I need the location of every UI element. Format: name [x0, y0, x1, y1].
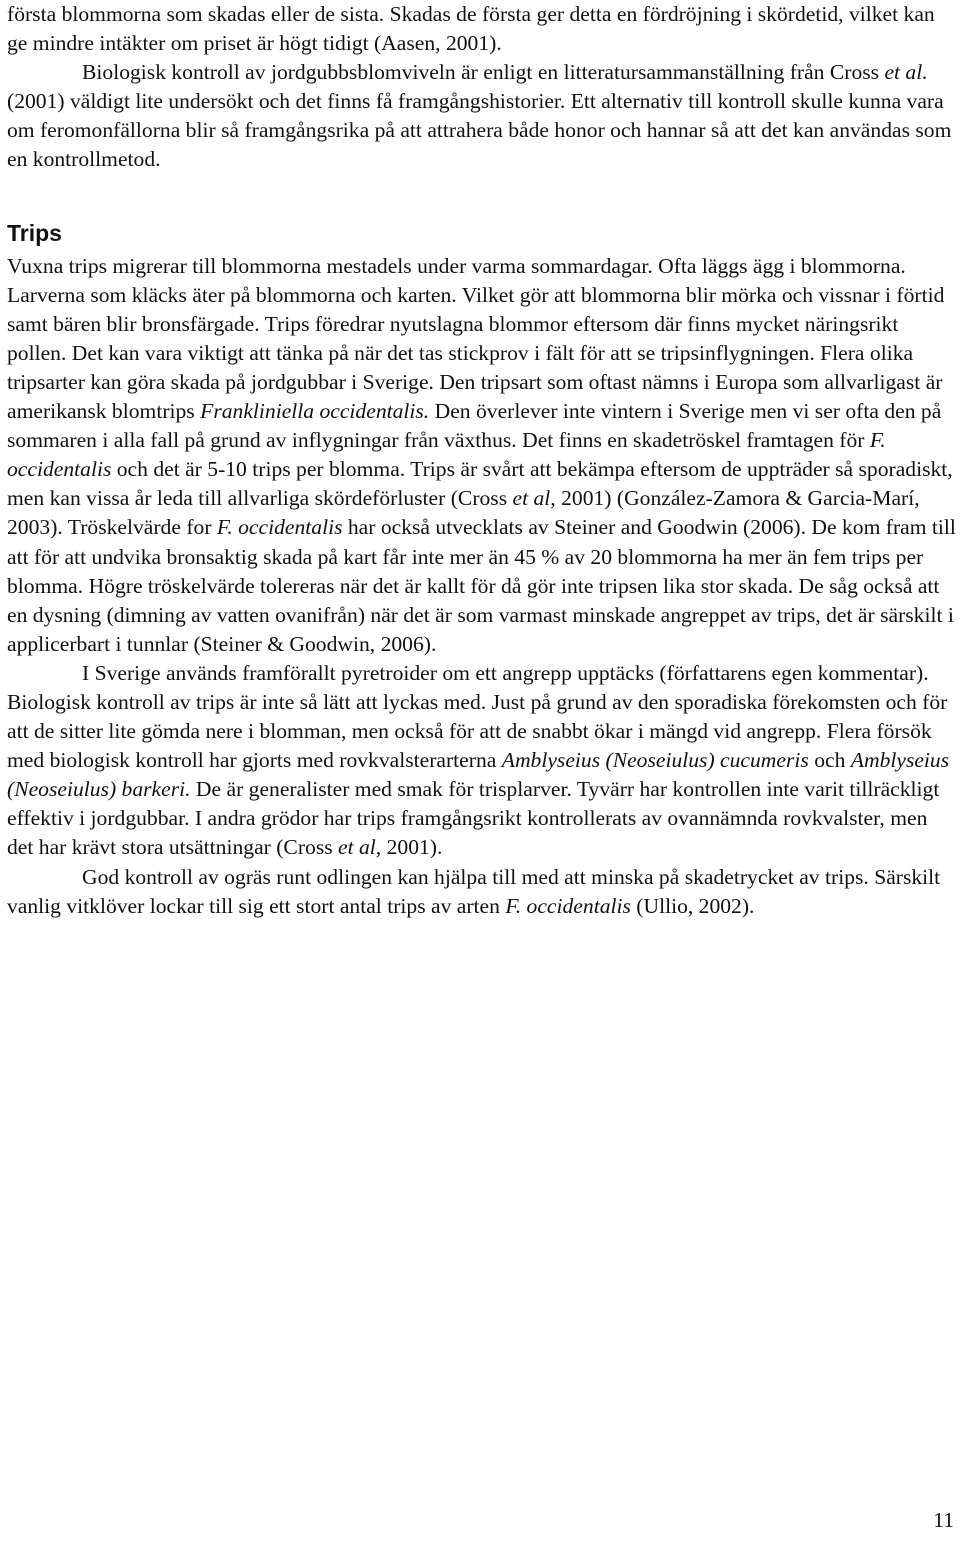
trips-paragraph-1 [7, 252, 957, 659]
section-heading-trips: Trips [7, 219, 62, 246]
italic-run: et al. [884, 60, 928, 85]
text-run: 2001) (González-Zamora & Garcia-Marí, 2003). Tröskelvärde for [7, 486, 920, 540]
italic-run: F. occidentalis [216, 515, 343, 540]
document-page [7, 0, 957, 921]
italic-run: et al, [338, 835, 382, 860]
text-run: och [808, 748, 851, 773]
italic-run: Frankliniella occidentalis. [200, 399, 430, 424]
text-run: God kontroll av ogräs runt odlingen kan hjälpa till med att minska på skadetrycket av trips. Särskilt vanlig vitklöver lockar till sig ett stort antal trips av arten [7, 864, 941, 918]
intro-paragraph-2 [7, 58, 957, 174]
text-run: 2001). [381, 835, 443, 860]
text-run: (2001) väldigt lite undersökt och det finns få framgångshistorier. Ett alternativ till kontroll skulle kunna vara om feromonfällorna blir så framgångsrika på att attrahera både honor och hannar så att det kan användas som en kontrollmetod. [7, 89, 952, 172]
text-run: och det är 5-10 trips per blomma. Trips är svårt att bekämpa eftersom de uppträder så sporadiskt, men kan vissa år leda till allvarliga skördeförluster (Cross [7, 457, 953, 511]
trips-paragraph-3 [7, 863, 957, 921]
italic-run: F. occidentalis [7, 428, 886, 482]
text-run: har också utvecklats av Steiner and Goodwin (2006). De kom fram till att för att undvika bronsaktig skada på kart får inte mer än 45 % av 20 blommorna ha mer än fem trips per blomma. Högre tröskelvärde tolereras när det är kallt för då gör inte tripsen lika stor skada. De såg också att en dysning (dimning av vatten ovanifrån) när det är som varmast minskade angreppet av trips, det är särskilt i applicerbart i tunnlar (Steiner & Goodwin, 2006). [7, 515, 956, 656]
text-run: De är generalister med smak för trisplarver. Tyvärr har kontrollen inte varit tillräckligt effektiv i jordgubbar. I andra grödor har trips framgångsrikt kontrollerats av ovannämnda rovkvalster, men det har krävt stora utsättningar (Cross [7, 777, 940, 860]
italic-run: F. occidentalis [505, 893, 631, 918]
text-run: Vuxna trips migrerar till blommorna mestadels under varma sommardagar. Ofta läggs ägg i blommorna. Larverna som kläcks äter på blommorna och karten. Vilket gör att blommorna blir mörka och vissnar i förtid samt bären blir bronsfärgade. Trips föredrar nyutslagna blommor eftersom där finns mycket näringsrikt pollen. Det kan vara viktigt att tänka på när det tas stickprov i fält för att se tripsinflygningen. Flera olika tripsarter kan göra skada på jordgubbar i Sverige. Den tripsart som oftast nämns i Europa som allvarligast är amerikansk blomtrips [7, 253, 945, 424]
trips-paragraph-2 [7, 659, 957, 863]
text-run: Den överlever inte vintern i Sverige men vi ser ofta den på sommaren i alla fall på grund av inflygningar från växthus. Det finns en skadetröskel framtagen för [7, 399, 942, 453]
page-number: 11 [933, 1508, 954, 1532]
intro-paragraph-1 [7, 0, 957, 58]
italic-run: Amblyseius (Neoseiulus) barkeri. [7, 748, 950, 802]
text-run: (Ullio, 2002). [630, 893, 755, 918]
text-run: I Sverige används framförallt pyretroider om ett angrepp upptäcks (författarens egen kommentar). Biologisk kontroll av trips är inte så lätt att lyckas med. Just på grund av den sporadiska förekomsten och för att de sitter lite gömda nere i blomman, men också för att de snabbt ökar i mängd vid angrepp. Flera försök med biologisk kontroll har gjorts med rovkvalsterarterna [7, 660, 948, 773]
text-run: första blommorna som skadas eller de sista. Skadas de första ger detta en fördröjning i skördetid, vilket kan ge mindre intäkter om priset är högt tidigt (Aasen, 2001). [7, 2, 935, 56]
italic-run: et al, [512, 486, 556, 511]
italic-run: Amblyseius (Neoseiulus) cucumeris [501, 748, 809, 773]
text-run: Biologisk kontroll av jordgubbsblomviveln är enligt en litteratursammanställning från Cross [82, 60, 885, 85]
